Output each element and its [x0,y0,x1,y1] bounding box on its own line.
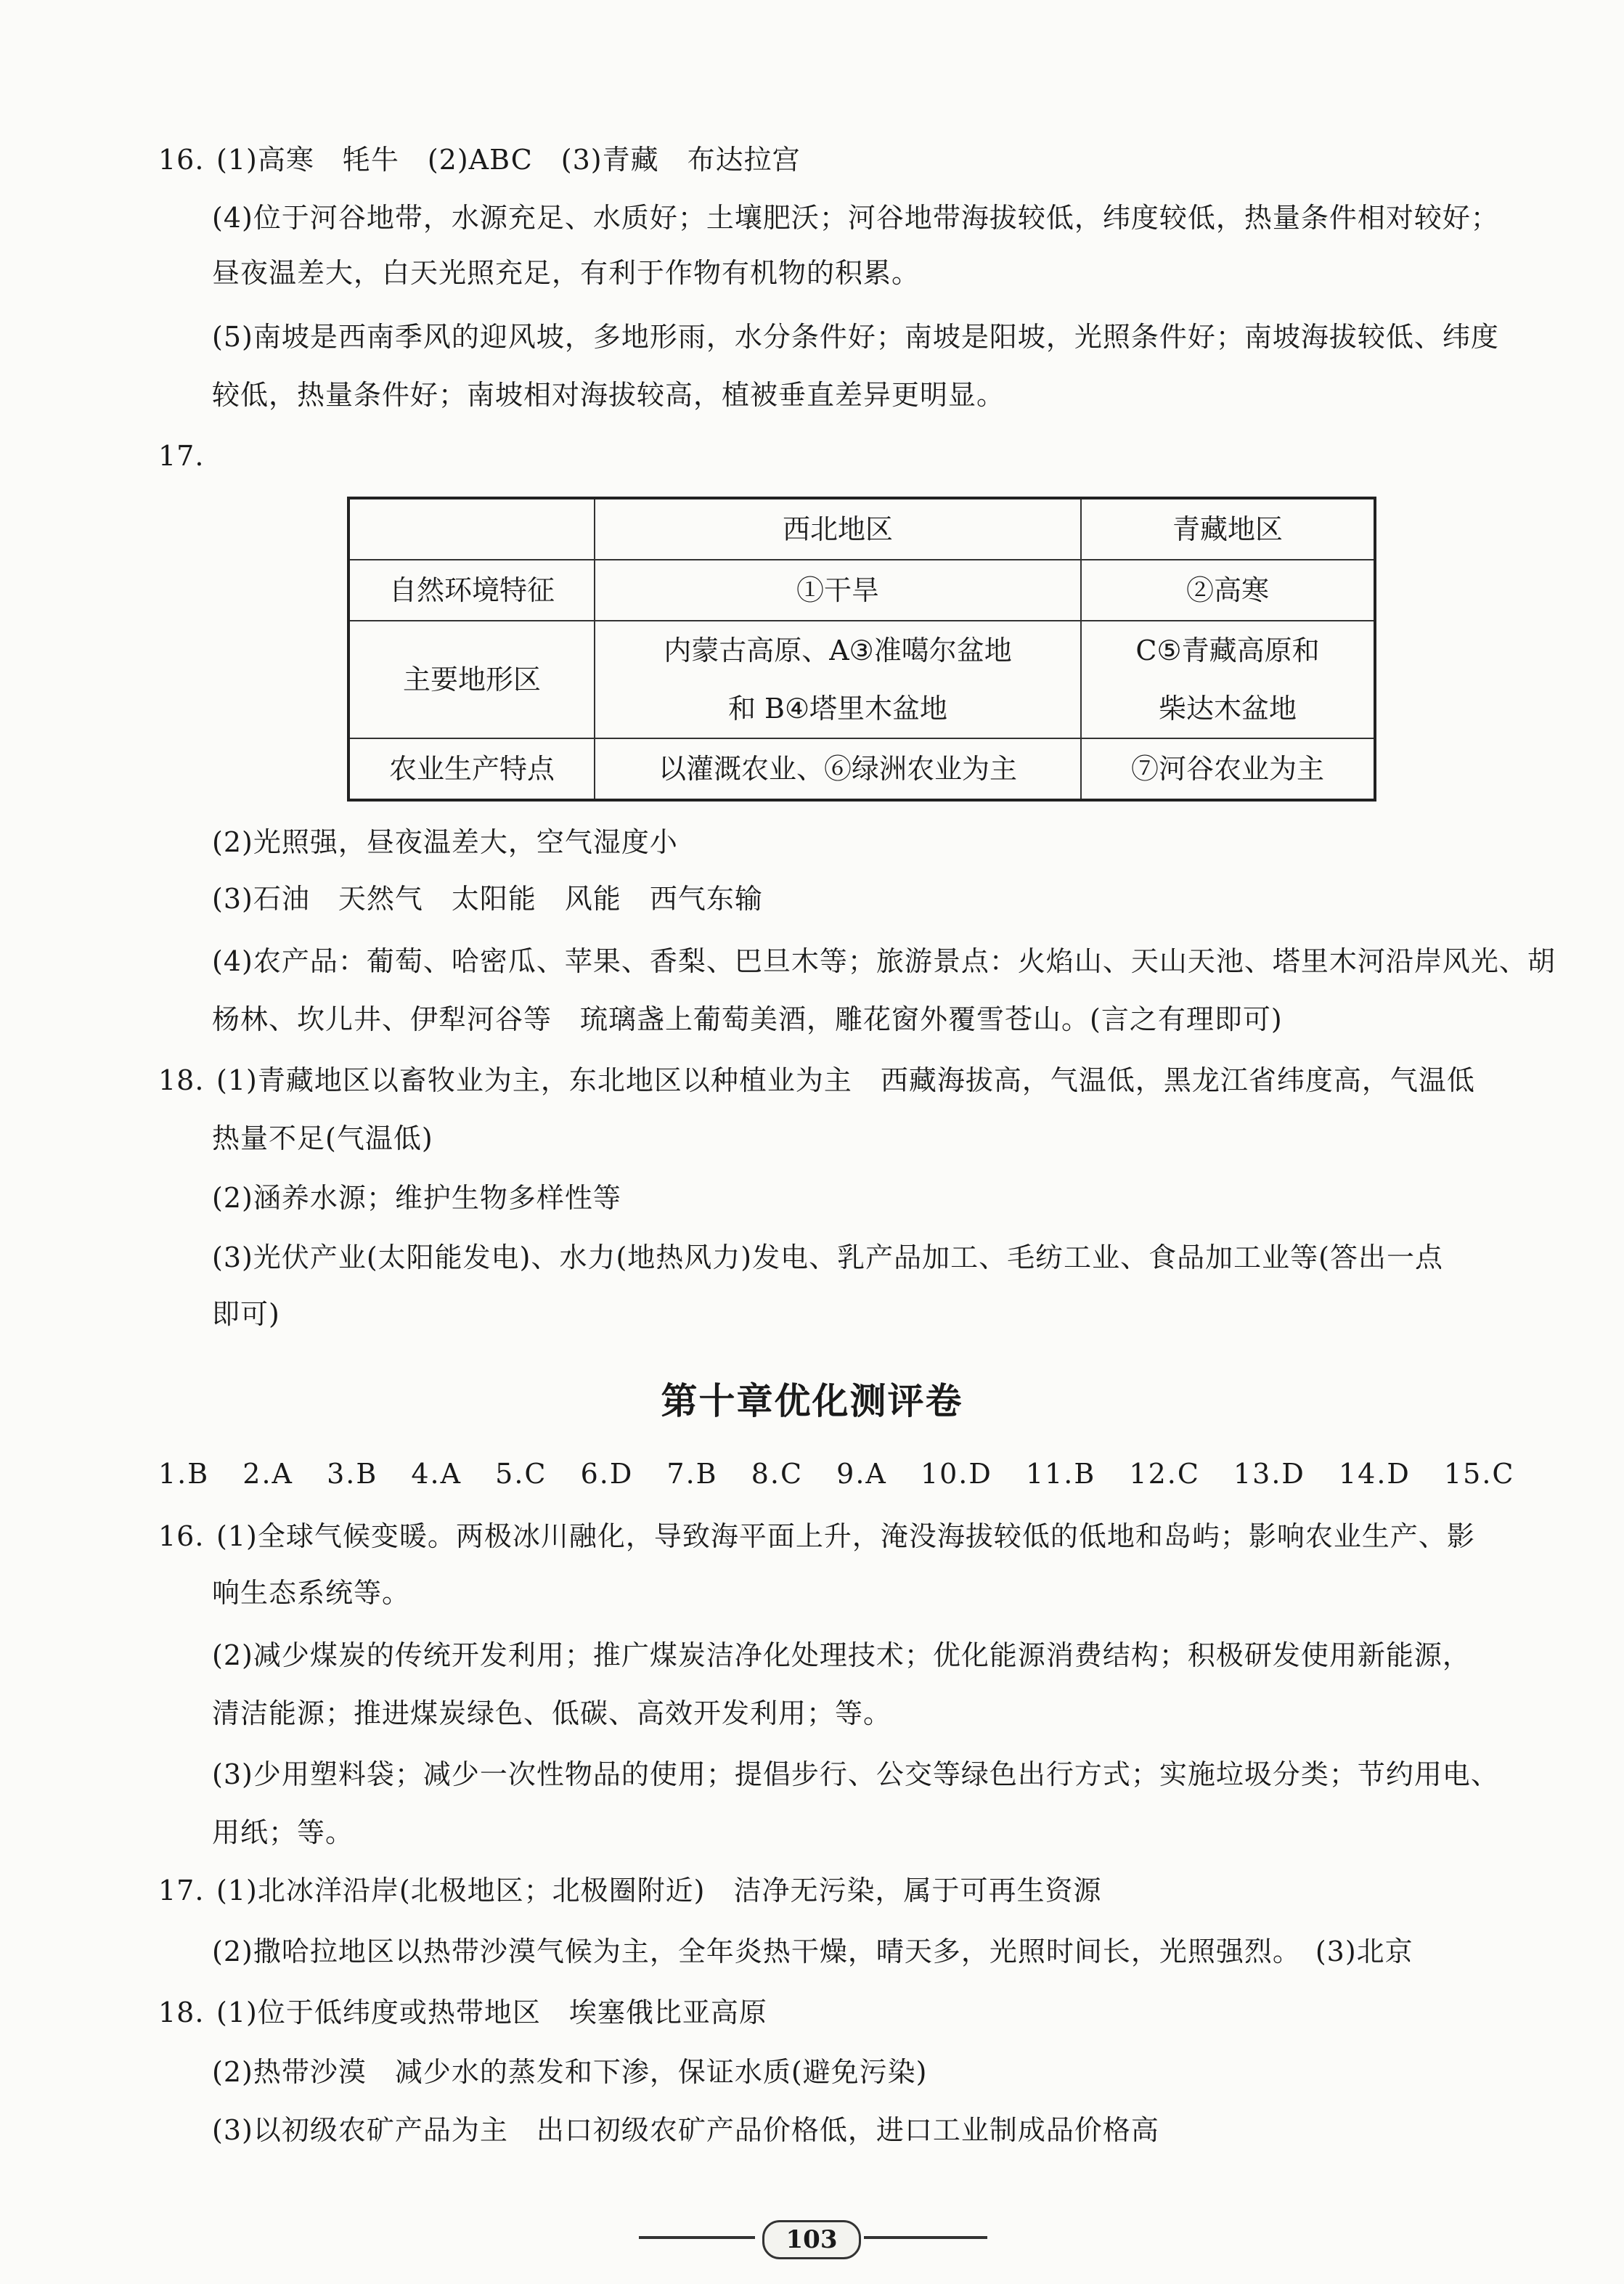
answer-text: (1)全球气候变暖。两极冰川融化，导致海平面上升，淹没海拔较低的低地和岛屿；影响农业生产、影 [216,1520,1475,1552]
mc-answer: 4.A [411,1458,462,1490]
mc-answer: 15.C [1444,1458,1515,1490]
table-cell [1081,621,1375,738]
mc-answer: 5.C [495,1458,547,1490]
mc-answer: 7.B [666,1458,718,1490]
answer-text: (1)高寒 牦牛 (2)ABC (3)青藏 布达拉宫 [216,144,801,176]
q17-line-2: (2)光照强，昼夜温差大，空气湿度小 [212,826,678,858]
q16-line-3: 昼夜温差大，白天光照充足，有利于作物有机物的积累。 [212,257,921,289]
multiple-choice-answers [158,1458,1538,1490]
mc-answer: 13.D [1233,1458,1305,1490]
table-row-label: 自然环境特征 [348,560,595,621]
page-footer [639,2223,987,2252]
q18-line-1 [158,1063,1475,1098]
mc-answer: 6.D [580,1458,634,1490]
table-cell: ⑦河谷农业为主 [1081,738,1375,800]
q16-line-1 [158,142,801,177]
s2-q18-line-2: (2)热带沙漠 减少水的蒸发和下渗，保证水质(避免污染) [212,2056,928,2088]
s2-q16-line-3: (2)减少煤炭的传统开发利用；推广煤炭洁净化处理技术；优化能源消费结构；积极研发使用新能源， [212,1639,1471,1671]
section-title: 第十章优化测评卷 [661,1380,963,1422]
q17-line-3: (3)石油 天然气 太阳能 风能 西气东输 [212,883,763,915]
cell-line: 柴达木盆地 [1158,693,1297,725]
s2-q16-line-2: 响生态系统等。 [212,1577,411,1609]
s2-q16-line-4: 清洁能源；推进煤炭绿色、低碳、高效开发利用；等。 [212,1697,892,1729]
table-row [348,560,1375,621]
q16-line-5: 较低，热量条件好；南坡相对海拔较高，植被垂直差异更明显。 [212,379,1005,411]
q17-line-5: 杨林、坎儿井、伊犁河谷等 琉璃盏上葡萄美酒，雕花窗外覆雪苍山。(言之有理即可) [212,1003,1283,1035]
s2-q17-line-2: (2)撒哈拉地区以热带沙漠气候为主，全年炎热干燥，晴天多，光照时间长，光照强烈。 (3)北京 [212,1936,1413,1967]
cell-line: 内蒙古高原、A③准噶尔盆地 [664,635,1012,666]
page-number: 103 [762,2220,861,2259]
q17-line-4: (4)农产品：葡萄、哈密瓜、苹果、香梨、巴旦木等；旅游景点：火焰山、天山天池、塔里木河沿岸风光、胡 [212,945,1556,977]
s2-q16-line-5: (3)少用塑料袋；减少一次性物品的使用；提倡步行、公交等绿色出行方式；实施垃圾分类；节约用电、 [212,1758,1499,1790]
region-comparison-table [347,497,1376,802]
table-header-cell: 西北地区 [595,498,1081,560]
table-row [348,621,1375,738]
mc-answer: 12.C [1129,1458,1200,1490]
mc-answer: 9.A [836,1458,887,1490]
table-cell: ②高寒 [1081,560,1375,621]
mc-answer: 8.C [751,1458,804,1490]
s2-q18-line-3: (3)以初级农矿产品为主 出口初级农矿产品价格低，进口工业制成品价格高 [212,2114,1159,2146]
mc-answer: 14.D [1339,1458,1411,1490]
table-row [348,738,1375,800]
s2-q17-line-1 [158,1873,1101,1908]
table-row-label: 农业生产特点 [348,738,595,800]
table-cell: ①干旱 [595,560,1081,621]
decorative-rule [639,2236,755,2239]
question-number: 18. [158,1064,205,1096]
question-number: 18. [158,1997,205,2028]
table-cell [595,621,1081,738]
q18-line-5: 即可) [212,1298,280,1330]
q18-line-3: (2)涵养水源；维护生物多样性等 [212,1182,621,1214]
cell-line: C⑤青藏高原和 [1135,635,1320,666]
table-header-cell: 青藏地区 [1081,498,1375,560]
mc-answer: 10.D [920,1458,992,1490]
table-cell [348,498,595,560]
q16-line-4: (5)南坡是西南季风的迎风坡，多地形雨，水分条件好；南坡是阳坡，光照条件好；南坡海拔较低、纬度 [212,321,1499,353]
s2-q18-line-1 [158,1995,767,2030]
answer-text: (1)北冰洋沿岸(北极地区；北极圈附近) 洁净无污染，属于可再生资源 [216,1875,1102,1906]
q16-line-2: (4)位于河谷地带，水源充足、水质好；土壤肥沃；河谷地带海拔较低，纬度较低，热量条件相对较好； [212,202,1499,234]
cell-line: 和 B④塔里木盆地 [727,693,948,725]
q18-line-4: (3)光伏产业(太阳能发电)、水力(地热风力)发电、乳产品加工、毛纺工业、食品加工业等(答出一点 [212,1241,1443,1273]
s2-q16-line-6: 用纸；等。 [212,1816,354,1848]
question-number: 16. [158,1520,205,1552]
answer-text: (1)青藏地区以畜牧业为主，东北地区以种植业为主 西藏海拔高，气温低，黑龙江省纬度高，气温低 [216,1064,1475,1096]
table-row [348,498,1375,560]
table-row-label: 主要地形区 [348,621,595,738]
question-number: 16. [158,144,205,176]
question-number: 17. [158,1875,205,1906]
q18-line-2: 热量不足(气温低) [212,1122,433,1154]
mc-answer: 3.B [327,1458,378,1490]
mc-answer: 1.B [158,1458,210,1490]
answer-text: (1)位于低纬度或热带地区 埃塞俄比亚高原 [216,1997,767,2028]
mc-answer: 11.B [1025,1458,1096,1490]
mc-answer: 2.A [242,1458,293,1490]
table-cell: 以灌溉农业、⑥绿洲农业为主 [595,738,1081,800]
s2-q16-line-1 [158,1519,1475,1554]
decorative-rule [864,2236,987,2239]
q17-number: 17. [158,440,205,472]
